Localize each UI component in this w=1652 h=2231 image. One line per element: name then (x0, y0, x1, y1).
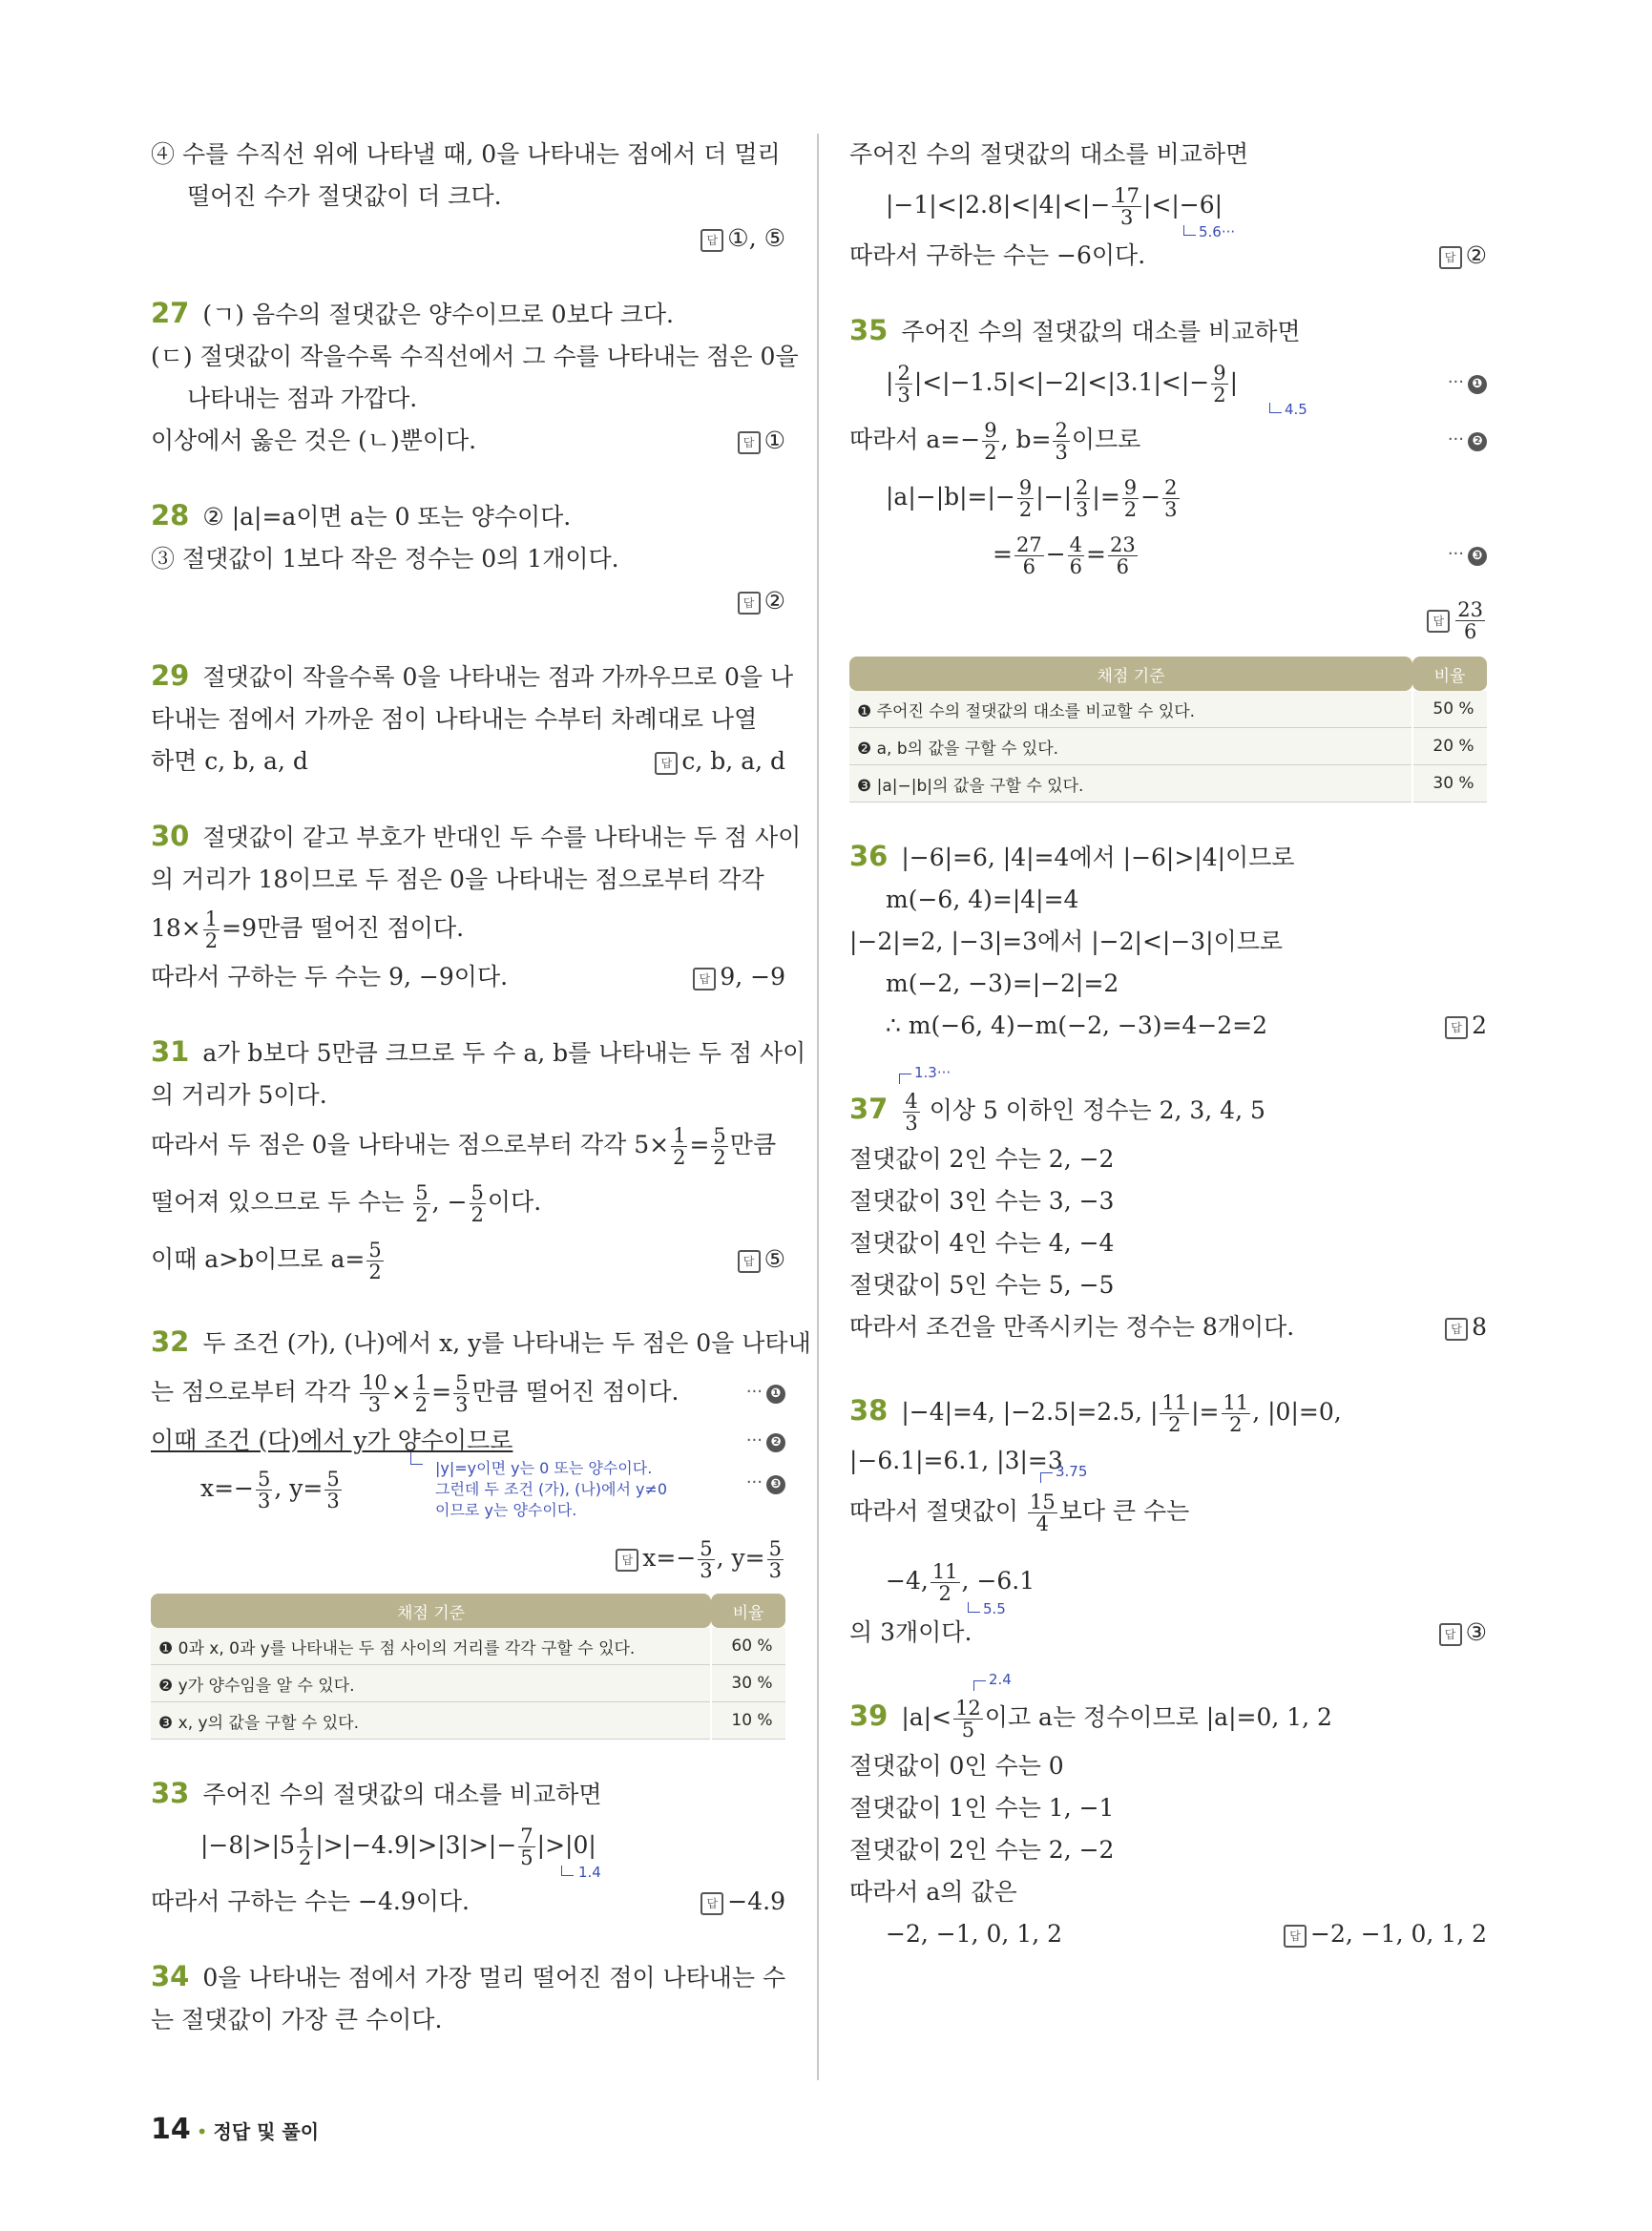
answer: 답 ③ (1439, 1612, 1487, 1654)
answer: 답② (151, 580, 785, 622)
footer-bullet: • (196, 2120, 208, 2143)
answer-icon (655, 752, 678, 775)
fraction: $\frac{2}{3}$ (1076, 476, 1089, 521)
answer: 답 ② (1439, 235, 1487, 277)
column-divider (817, 134, 819, 2080)
fraction: $\frac{5}{2}$ (713, 1124, 726, 1169)
problem-34: 34 0을 나타내는 점에서 가장 멀리 떨어진 점이 나타내는 수 는 절댓값이 가장 큰 수이다. (151, 1955, 785, 2041)
text-line: m(−6, 4)=|4|=4 (886, 886, 1079, 913)
answer-icon (701, 229, 723, 252)
text-line: ④ 수를 수직선 위에 나타낼 때, 0을 나타내는 점에서 더 멀리 (151, 140, 781, 168)
answer-icon (616, 1549, 638, 1572)
problem-26-continued (151, 134, 785, 260)
answer-icon (693, 968, 716, 990)
fraction: $\frac{5}{3}$ (258, 1468, 271, 1512)
problem-30: 30 절댓값이 같고 부호가 반대인 두 수를 나타내는 두 점 사이 의 거리가 18이므로 두 점은 0을 나타내는 점으로부터 각각 18× $\frac{1}{2}$ =9만큼 떨어진 점이다. 따라서 구하는 두 수는 9, −9이다. 답 9, −9 (151, 815, 785, 998)
answer-icon (701, 1892, 723, 1915)
fraction: $\frac{5}{3}$ (768, 1537, 782, 1582)
fraction: $\frac{12}{5}$ (955, 1697, 981, 1741)
answer (849, 590, 1487, 649)
fraction: $\frac{27}{6}$ (1015, 533, 1042, 578)
fraction: $\frac{5}{2}$ (415, 1181, 429, 1226)
fraction: $\frac{5}{3}$ (326, 1468, 340, 1512)
problem-27: 27 (ㄱ) 음수의 절댓값은 양수이므로 0보다 크다. (ㄷ) 절댓값이 작을수록 수직선에서 그 수를 나타내는 점은 0을 나타내는 점과 가깝다. 이상에서 옳은 것은 (ㄴ)뿐이다. 답 ① (151, 292, 785, 462)
step-marker: ··· ❷ (746, 1420, 785, 1462)
problem-number: 35 (849, 314, 889, 346)
page-footer (151, 2113, 319, 2146)
page-number: 14 (151, 2113, 191, 2146)
right-column (849, 134, 1487, 1988)
fraction: $\frac{5}{2}$ (471, 1181, 484, 1226)
answer-icon (1445, 1016, 1468, 1039)
table-header: 채점 기준 (151, 1594, 711, 1628)
fraction: $\frac{9}{2}$ (1123, 476, 1138, 521)
problem-37: 37 $\frac{4}{3}$ 이상 5 이하인 정수는 2, 3, 4, 5 1.3··· 절댓값이 2인 수는 2, −2 절댓값이 3인 수는 3, −3 절댓값이 4인 수는 4, −4 절댓값이 5인 수는 5, −5 따라서 조건을 만족시키는 정수는 8개이다. 답 8 (849, 1079, 1487, 1348)
answer: 답 9, −9 (693, 956, 785, 998)
fraction: $\frac{5}{3}$ (455, 1371, 469, 1416)
text-line: 절댓값이 2인 수는 2, −2 (849, 1836, 1115, 1864)
scoring-table (849, 657, 1487, 803)
fraction: $\frac{1}{2}$ (673, 1124, 686, 1169)
text-line: 절댓값이 4인 수는 4, −4 (849, 1229, 1115, 1257)
table-row: ❷ a, b의 값을 구할 수 있다. 20 % (849, 728, 1487, 765)
problem-number: 32 (151, 1325, 190, 1358)
fraction: $\frac{10}{3}$ (362, 1371, 387, 1416)
step-marker: ··· ❸ (746, 1462, 785, 1504)
text-line: 떨어진 수가 절댓값이 더 크다. (187, 182, 502, 210)
bracket-value: 4.5 (1285, 401, 1307, 418)
fraction: $\frac{5}{3}$ (700, 1537, 713, 1582)
answer-icon (1439, 1623, 1462, 1646)
fraction: $\frac{2}{3}$ (897, 362, 910, 407)
answer-icon (1427, 610, 1450, 633)
answer: 답 8 (1445, 1306, 1487, 1348)
text-line: 의 거리가 5이다. (151, 1081, 327, 1109)
answer-icon (1445, 1318, 1468, 1341)
step-marker: ··· ❶ (1448, 353, 1487, 412)
problem-38: 38 |−4|=4, |−2.5|=2.5, | $\frac{11}{2}$ |= $\frac{11}{2}$ , |0|=0, |−6.1|=6.1, |3|=3 3.75 따라서 절댓값이 $\frac{15}{4}$ 보다 큰 수는 −4, $\frac{11}{2}$ , −6.1 5.5 의 3개이다. 답 ③ (849, 1381, 1487, 1654)
scoring-table (151, 1594, 785, 1740)
bracket-value: 5.6··· (1199, 223, 1236, 240)
fraction: $\frac{9}{2}$ (1018, 476, 1033, 521)
problem-number: 39 (849, 1699, 889, 1732)
value-bracket (561, 1866, 574, 1876)
table-row: ❶ 주어진 수의 절댓값의 대소를 비교할 수 있다. 50 % (849, 691, 1487, 728)
problem-number: 30 (151, 820, 190, 852)
fraction: $\frac{5}{2}$ (368, 1239, 382, 1283)
table-row: ❸ x, y의 값을 구할 수 있다. 10 % (151, 1702, 785, 1740)
bracket-value: 1.3··· (914, 1064, 951, 1081)
fraction: $\frac{23}{6}$ (1109, 533, 1136, 578)
fraction: $\frac{9}{2}$ (984, 419, 997, 464)
annotation-note: |y|=y이면 y는 0 또는 양수이다. 그런데 두 조건 (가), (나)에서 y≠0 이므로 y는 양수이다. (435, 1459, 668, 1519)
table-row: ❷ y가 양수임을 알 수 있다. 30 % (151, 1665, 785, 1702)
answer: 답 c, b, a, d (655, 740, 785, 782)
problem-32: 32 두 조건 (가), (나)에서 x, y를 나타내는 두 점은 0을 나타내 는 점으로부터 각각 $\frac{10}{3}$ × $\frac{1}{2}$ = $\frac{5}{3}$ 만큼 떨어진 점이다. ··· ❶ 이때 조건 (다)에서 y가 양수이므로 ··· ❷ x=− $\frac{5}{3}$ , y= $\frac{5}{3}$ |y|=y이면 y는 0 또는 양수이다. 그런데 두 조건 (가), (나)에서 y≠0 이므로 y는 양수이다. ··· ❸ 답x=− $\frac{5}{3}$ , y= $\frac{5}{3}$ 채점 기준 비율 ❶ 0과 x, 0과 y를 나타내는 두 점 사이의 거리를 각각 구할 수 있다. 60 % ❷ y가 양수임을 알 수 있다. 30 % ❸ x, y의 값을 구할 수 있다. 10 % (151, 1321, 785, 1740)
text-line: 절댓값이 1인 수는 1, −1 (849, 1794, 1115, 1822)
fraction: $\frac{1}{2}$ (204, 907, 219, 952)
value-bracket (899, 1074, 911, 1084)
text-line: 절댓값이 2인 수는 2, −2 (849, 1145, 1115, 1173)
text-line: 절댓값이 5인 수는 5, −5 (849, 1271, 1115, 1299)
text-line: 나타내는 점과 가깝다. (187, 385, 418, 412)
problem-number: 36 (849, 840, 889, 872)
fraction: $\frac{4}{6}$ (1069, 533, 1083, 578)
fraction: $\frac{7}{5}$ (520, 1824, 533, 1869)
footer-label: 정답 및 풀이 (213, 2120, 320, 2143)
step-marker: ··· ❷ (1448, 412, 1487, 468)
answer: 답 ① (738, 420, 785, 462)
fraction: $\frac{9}{2}$ (1213, 362, 1226, 407)
fraction: $\frac{2}{3}$ (1164, 476, 1178, 521)
bracket-value: 2.4 (989, 1671, 1012, 1688)
problem-number: 29 (151, 659, 190, 692)
problem-34-continued: 주어진 수의 절댓값의 대소를 비교하면 |−1|<|2.8|<|4|<|− $\frac{17}{3}$ |<|−6| 5.6··· 따라서 구하는 수는 −6이다. 답 ② (849, 134, 1487, 277)
answer: 답 −2, −1, 0, 1, 2 (1284, 1913, 1487, 1955)
text-line: (ㄷ) 절댓값이 작을수록 수직선에서 그 수를 나타내는 점은 0을 (151, 343, 799, 370)
bracket-value: 5.5 (983, 1600, 1006, 1617)
answer: 답 −4.9 (701, 1881, 785, 1923)
problem-number: 37 (849, 1093, 889, 1125)
problem-36: 36 |−6|=6, |4|=4에서 |−6|>|4|이므로 m(−6, 4)=|4|=4 |−2|=2, |−3|=3에서 |−2|<|−3|이므로 m(−2, −3)=|−2|=2 ∴ m(−6, 4)−m(−2, −3)=4−2=2 답 2 (849, 835, 1487, 1047)
fraction: $\frac{11}{2}$ (1161, 1391, 1188, 1436)
answer-icon (738, 1250, 761, 1273)
answer: 답x=− $\frac{5}{3}$ , y= $\frac{5}{3}$ (151, 1531, 785, 1586)
fraction: $\frac{11}{2}$ (931, 1560, 958, 1605)
text-line: m(−2, −3)=|−2|=2 (886, 970, 1119, 997)
answer-icon (1439, 246, 1462, 269)
table-header: 비율 (1412, 657, 1487, 691)
table-header: 비율 (711, 1594, 785, 1628)
fraction: $\frac{15}{4}$ (1029, 1491, 1056, 1535)
text-line: 절댓값이 0인 수는 0 (849, 1752, 1064, 1780)
problem-39: 39 |a|< $\frac{12}{5}$ 이고 a는 정수이므로 |a|=0, 1, 2 2.4 절댓값이 0인 수는 0 절댓값이 1인 수는 1, −1 절댓값이 2인 수는 2, −2 따라서 a의 값은 −2, −1, 0, 1, 2 답 −2, −1, 0, 1, 2 (849, 1686, 1487, 1955)
fraction: $\frac{4}{3}$ (905, 1090, 918, 1135)
fraction: $\frac{23}{6}$ (1457, 598, 1483, 643)
answer-icon (1284, 1925, 1307, 1948)
text-line: 따라서 a의 값은 (849, 1878, 1017, 1906)
fraction: $\frac{2}{3}$ (1055, 419, 1068, 464)
problem-28: 28 ② |a|=a이면 a는 0 또는 양수이다. ③ 절댓값이 1보다 작은 정수는 0의 1개이다. 답② (151, 494, 785, 622)
problem-number: 27 (151, 297, 190, 329)
problem-number: 28 (151, 499, 190, 532)
fraction: $\frac{11}{2}$ (1223, 1391, 1249, 1436)
problem-number: 34 (151, 1960, 190, 1992)
table-row: ❶ 0과 x, 0과 y를 나타내는 두 점 사이의 거리를 각각 구할 수 있다. 60 % (151, 1628, 785, 1665)
fraction: $\frac{17}{3}$ (1114, 184, 1140, 229)
answer-icon (738, 592, 761, 615)
answer-icon (738, 431, 761, 454)
text-line: |−2|=2, |−3|=3에서 |−2|<|−3|이므로 (849, 928, 1284, 955)
answer: 답 2 (1445, 1005, 1487, 1047)
problem-29: 29 절댓값이 작을수록 0을 나타내는 점과 가까우므로 0을 나 타내는 점에서 가까운 점이 나타내는 수부터 차례대로 나열 하면 c, b, a, d 답 c, b, a, d (151, 655, 785, 782)
table-header: 채점 기준 (849, 657, 1412, 691)
step-marker: ··· ❶ (746, 1365, 785, 1420)
fraction: $\frac{1}{2}$ (414, 1371, 429, 1416)
problem-number: 31 (151, 1035, 190, 1068)
value-bracket (973, 1680, 986, 1691)
text-line: 주어진 수의 절댓값의 대소를 비교하면 (849, 140, 1249, 168)
answer: 답 ⑤ (738, 1231, 785, 1288)
left-column (151, 134, 811, 2074)
problem-number: 38 (849, 1394, 889, 1427)
bracket-value: 3.75 (1056, 1463, 1088, 1480)
answer: 답①, ⑤ (151, 218, 785, 260)
step-marker: ··· ❸ (1448, 527, 1487, 582)
problem-number: 33 (151, 1777, 190, 1809)
text-line: ③ 절댓값이 1보다 작은 정수는 0의 1개이다. (151, 545, 619, 573)
bracket-value: 1.4 (578, 1864, 601, 1881)
text-line: 는 절댓값이 가장 큰 수이다. (151, 2006, 443, 2033)
fraction: $\frac{1}{2}$ (298, 1824, 312, 1869)
text-line: 절댓값이 3인 수는 3, −3 (849, 1187, 1115, 1215)
problem-31: 31 a가 b보다 5만큼 크므로 두 수 a, b를 나타내는 두 점 사이 의 거리가 5이다. 따라서 두 점은 0을 나타내는 점으로부터 각각 5× $\frac{1}{2}$ = $\frac{5}{2}$ 만큼 떨어져 있으므로 두 수는 $\frac{5}{2}$ , − $\frac{5}{2}$ 이다. 이때 a>b이므로 a= $\frac{5}{2}$ 답 ⑤ (151, 1031, 785, 1288)
problem-35: 35 주어진 수의 절댓값의 대소를 비교하면 | $\frac{2}{3}$ |<|−1.5|<|−2|<|3.1|<|− $\frac{9}{2}$ | 4.5 ··· ❶ 따라서 a=− $\frac{9}{2}$ , b= $\frac{2}{3}$ 이므로 ··· ❷ |a|−|b|=|− $\frac{9}{2}$ |−| $\frac{2}{3}$ |= $\frac{9}{2}$ − $\frac{2}{3}$ = $\frac{27}{6}$ − $\frac{4}{6}$ = $\frac{23}{6}$ ··· ❸ 답 $\frac{23}{6}$ 채점 기준 비율 ❶ 주어진 수의 절댓값의 대소를 비교할 수 있다. 50 % ❷ a, b의 값을 구할 수 있다. 20 % ❸ |a|−|b|의 값을 구할 수 있다. 30 % (849, 309, 1487, 803)
table-row: ❸ |a|−|b|의 값을 구할 수 있다. 30 % (849, 765, 1487, 803)
text-line: 의 거리가 18이므로 두 점은 0을 나타내는 점으로부터 각각 (151, 865, 764, 893)
text-line: 타내는 점에서 가까운 점이 나타내는 수부터 차례대로 나열 (151, 705, 758, 733)
problem-33: 33 주어진 수의 절댓값의 대소를 비교하면 |−8|>|5 $\frac{1}{2}$ |>|−4.9|>|3|>|− $\frac{7}{5}$ |>|0| 1.4 따라서 구하는 수는 −4.9이다. 답 −4.9 (151, 1772, 785, 1923)
note-bracket (410, 1452, 423, 1465)
